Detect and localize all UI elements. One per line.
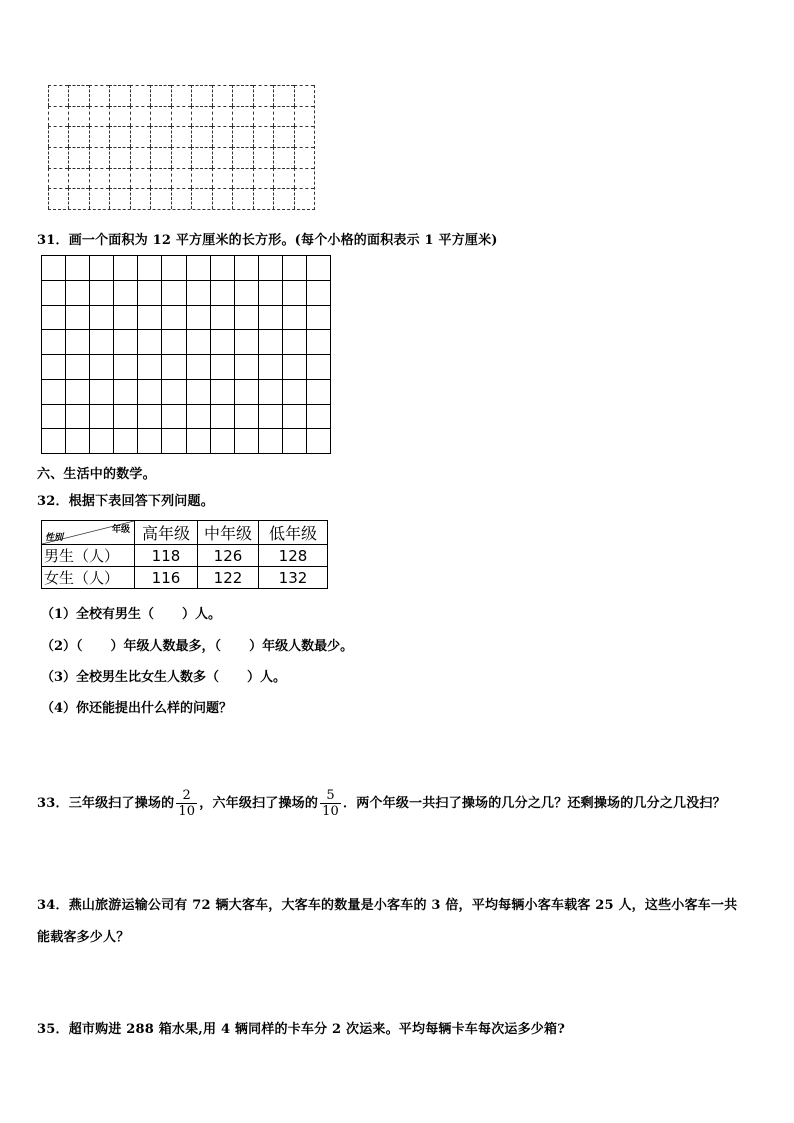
grid-cell	[68, 188, 88, 209]
grid-cell	[161, 379, 185, 404]
grid-cell	[191, 106, 211, 127]
grid-cell	[306, 255, 330, 280]
grid-cell	[41, 354, 65, 379]
table-cell: 116	[135, 567, 198, 589]
grid-cell	[234, 428, 258, 453]
grid-cell	[282, 379, 306, 404]
grid-cell	[113, 354, 137, 379]
grid-cell	[258, 329, 282, 354]
grid-cell	[258, 305, 282, 330]
row-label-boys: 男生（人）	[42, 545, 135, 567]
grid-cell	[186, 305, 210, 330]
grid-cell	[171, 106, 191, 127]
grid-cell	[294, 126, 314, 147]
grid-cell	[306, 354, 330, 379]
table-cell: 126	[198, 545, 259, 567]
grid-cell	[234, 255, 258, 280]
grid-cell	[258, 255, 282, 280]
grid-cell	[210, 404, 234, 429]
grid-cell	[253, 168, 273, 189]
grid-cell	[161, 329, 185, 354]
grid-cell	[48, 106, 68, 127]
grid-cell	[191, 147, 211, 168]
table-row	[42, 567, 328, 589]
question-31-number: 31．	[37, 233, 69, 248]
column-header-low: 低年级	[259, 521, 328, 545]
grid-cell	[130, 168, 150, 189]
grid-cell	[68, 168, 88, 189]
grid-cell	[186, 280, 210, 305]
table-row	[42, 545, 328, 567]
grid-cell	[68, 106, 88, 127]
grid-cell	[137, 305, 161, 330]
question-34-number: 34．	[37, 898, 69, 913]
grid-cell	[234, 280, 258, 305]
grid-cell	[89, 188, 109, 209]
grid-cell	[253, 126, 273, 147]
grid-cell	[68, 85, 88, 106]
grid-cell	[294, 106, 314, 127]
corner-label-grade: 年级	[111, 525, 130, 535]
grid-cell	[65, 305, 89, 330]
grid-cell	[137, 255, 161, 280]
grid-cell	[186, 329, 210, 354]
grid-cell	[258, 379, 282, 404]
grid-cell	[137, 329, 161, 354]
grid-cell	[306, 404, 330, 429]
grid-cell	[113, 305, 137, 330]
grid-cell	[41, 379, 65, 404]
grid-cell	[109, 188, 129, 209]
grid-cell	[109, 168, 129, 189]
part-2-text-a: （2）（	[41, 639, 83, 654]
grid-cell	[48, 168, 68, 189]
grid-cell	[137, 354, 161, 379]
grid-cell	[212, 85, 232, 106]
grid-cell	[65, 428, 89, 453]
grid-cell	[161, 428, 185, 453]
column-header-high: 高年级	[135, 521, 198, 545]
question-34-line-1	[37, 894, 737, 913]
grid-cell	[210, 329, 234, 354]
part-2-text-c: ）年级人数最少。	[249, 639, 354, 654]
question-32-text: 根据下表回答下列问题。	[68, 494, 214, 509]
table-cell: 128	[259, 545, 328, 567]
grid-cell	[89, 168, 109, 189]
grid-cell	[212, 147, 232, 168]
grid-cell	[65, 280, 89, 305]
grid-cell	[65, 354, 89, 379]
grid-cell	[258, 428, 282, 453]
grid-cell	[294, 85, 314, 106]
grid-cell	[253, 188, 273, 209]
fraction-denominator: 10	[178, 804, 196, 819]
grid-cell	[212, 188, 232, 209]
grid-cell	[109, 126, 129, 147]
grid-cell	[137, 428, 161, 453]
grid-cell	[232, 147, 252, 168]
grid-cell	[234, 404, 258, 429]
grid-cell	[186, 428, 210, 453]
grid-cell	[273, 126, 293, 147]
grid-cell	[273, 147, 293, 168]
grid-cell	[273, 106, 293, 127]
grid-cell	[210, 280, 234, 305]
grid-cell	[109, 106, 129, 127]
table-cell: 118	[135, 545, 198, 567]
grid-cell	[253, 85, 273, 106]
grid-cell	[210, 428, 234, 453]
question-33	[37, 788, 726, 819]
grid-cell	[89, 404, 113, 429]
grid-cell	[41, 280, 65, 305]
part-1-text-a: （1）全校有男生（	[41, 607, 155, 622]
grid-cell	[282, 329, 306, 354]
part-3-text-a: （3）全校男生比女生人数多（	[41, 670, 220, 685]
question-32-part-2	[41, 635, 353, 654]
corner-label-gender: 性别	[45, 533, 64, 543]
grid-cell	[306, 329, 330, 354]
part-2-text-b: ）年级人数最多，（	[110, 639, 222, 654]
grid-cell	[113, 329, 137, 354]
grid-cell	[65, 379, 89, 404]
fraction-numerator: 2	[176, 788, 197, 804]
grid-cell	[113, 280, 137, 305]
grid-cell	[89, 379, 113, 404]
grid-cell	[171, 126, 191, 147]
grid-cell	[89, 85, 109, 106]
grid-cell	[273, 188, 293, 209]
grid-cell	[48, 147, 68, 168]
grid-cell	[191, 126, 211, 147]
grid-cell	[65, 404, 89, 429]
grid-cell	[210, 255, 234, 280]
grid-cell	[294, 147, 314, 168]
question-35-text: 超市购进 288 箱水果,用 4 辆同样的卡车分 2 次运来。平均每辆卡车每次运多少箱?	[68, 1022, 566, 1037]
grid-cell	[130, 106, 150, 127]
grid-cell	[232, 106, 252, 127]
grid-cell	[68, 147, 88, 168]
section-6-heading: 六、生活中的数学。	[37, 467, 156, 482]
grid-cell	[161, 305, 185, 330]
fraction-two-tenths	[176, 788, 197, 819]
fraction-numerator: 5	[320, 788, 341, 804]
table-header-row	[42, 521, 328, 545]
grid-cell	[232, 188, 252, 209]
grid-cell	[282, 255, 306, 280]
table-cell: 132	[259, 567, 328, 589]
grid-cell	[258, 404, 282, 429]
question-33-text-1: 三年级扫了操场的	[68, 796, 175, 811]
grid-cell	[171, 147, 191, 168]
grid-cell	[210, 305, 234, 330]
grid-cell	[258, 280, 282, 305]
grid-cell	[171, 85, 191, 106]
grid-cell	[306, 305, 330, 330]
grid-cell	[186, 354, 210, 379]
grid-cell	[130, 126, 150, 147]
question-32-number: 32．	[37, 494, 69, 509]
square-centimeter-grid[interactable]	[41, 255, 331, 454]
grid-cell	[109, 147, 129, 168]
grid-cell	[150, 85, 170, 106]
question-32-part-1	[41, 603, 221, 622]
grid-cell	[41, 305, 65, 330]
grid-cell	[65, 329, 89, 354]
grid-cell	[41, 255, 65, 280]
grid-cell	[232, 126, 252, 147]
grid-cell	[232, 85, 252, 106]
grid-cell	[306, 428, 330, 453]
grid-cell	[191, 188, 211, 209]
grid-cell	[234, 354, 258, 379]
grid-cell	[113, 255, 137, 280]
column-header-middle: 中年级	[198, 521, 259, 545]
grid-cell	[68, 126, 88, 147]
grid-cell	[282, 404, 306, 429]
grid-cell	[186, 255, 210, 280]
grid-cell	[210, 354, 234, 379]
grid-cell	[171, 188, 191, 209]
grid-cell	[191, 85, 211, 106]
grid-cell	[41, 404, 65, 429]
question-33-number: 33．	[37, 796, 69, 811]
grid-cell	[89, 354, 113, 379]
grid-cell	[294, 168, 314, 189]
grid-cell	[186, 379, 210, 404]
question-33-text-3: ．两个年级一共扫了操场的几分之几？还剩操场的几分之几没扫？	[343, 796, 726, 811]
grid-cell	[212, 106, 232, 127]
question-32-part-3	[41, 666, 286, 685]
grid-cell	[113, 428, 137, 453]
question-35-number: 35．	[37, 1022, 69, 1037]
grid-cell	[65, 255, 89, 280]
grid-cell	[150, 168, 170, 189]
grid-cell	[113, 404, 137, 429]
grid-cell	[89, 280, 113, 305]
grid-cell	[130, 147, 150, 168]
grid-cell	[41, 428, 65, 453]
grid-cell	[273, 85, 293, 106]
grid-cell	[232, 168, 252, 189]
grid-cell	[282, 305, 306, 330]
grid-cell	[89, 305, 113, 330]
question-32	[37, 490, 214, 509]
grid-cell	[161, 280, 185, 305]
grid-cell	[161, 255, 185, 280]
diagonal-header	[42, 521, 134, 544]
grid-cell	[212, 126, 232, 147]
question-35	[37, 1018, 565, 1037]
grid-cell	[89, 428, 113, 453]
dotted-drawing-grid	[48, 85, 315, 210]
part-3-text-b: ）人。	[247, 670, 287, 685]
grid-cell	[171, 168, 191, 189]
fraction-five-tenths	[320, 788, 341, 819]
grid-cell	[130, 188, 150, 209]
row-label-girls: 女生（人）	[42, 567, 135, 589]
grid-cell	[48, 126, 68, 147]
grid-cell	[253, 106, 273, 127]
grid-cell	[41, 329, 65, 354]
grid-cell	[234, 379, 258, 404]
grid-cell	[210, 379, 234, 404]
grid-cell	[137, 404, 161, 429]
grid-cell	[89, 147, 109, 168]
grid-cell	[161, 404, 185, 429]
question-31	[37, 229, 498, 248]
grid-cell	[48, 85, 68, 106]
grid-cell	[282, 280, 306, 305]
part-1-text-b: ）人。	[182, 607, 222, 622]
grid-cell	[130, 85, 150, 106]
grid-cell	[161, 354, 185, 379]
question-32-part-4: （4）你还能提出什么样的问题？	[41, 701, 233, 716]
grid-cell	[282, 428, 306, 453]
grid-cell	[191, 168, 211, 189]
fraction-denominator: 10	[322, 804, 340, 819]
question-34-text-1: 燕山旅游运输公司有 72 辆大客车，大客车的数量是小客车的 3 倍，平均每辆小客车载客 25 人，这些小客车一共	[68, 898, 738, 913]
grid-cell	[186, 404, 210, 429]
grid-cell	[109, 85, 129, 106]
student-count-table	[41, 520, 328, 589]
grid-cell	[137, 379, 161, 404]
grid-cell	[253, 147, 273, 168]
grid-cell	[137, 280, 161, 305]
question-33-text-2: ，六年级扫了操场的	[199, 796, 319, 811]
grid-cell	[89, 106, 109, 127]
table-cell: 122	[198, 567, 259, 589]
grid-cell	[150, 188, 170, 209]
grid-cell	[234, 329, 258, 354]
grid-cell	[48, 188, 68, 209]
grid-cell	[89, 255, 113, 280]
grid-cell	[89, 329, 113, 354]
grid-cell	[282, 354, 306, 379]
grid-cell	[273, 168, 293, 189]
grid-cell	[150, 147, 170, 168]
grid-cell	[294, 188, 314, 209]
question-34-line-2: 能载客多少人？	[37, 930, 130, 945]
grid-cell	[306, 280, 330, 305]
table-corner-cell	[42, 521, 135, 545]
grid-cell	[212, 168, 232, 189]
grid-cell	[234, 305, 258, 330]
grid-cell	[306, 379, 330, 404]
grid-cell	[258, 354, 282, 379]
grid-cell	[113, 379, 137, 404]
question-31-text: 画一个面积为 12 平方厘米的长方形。(每个小格的面积表示 1 平方厘米)	[68, 233, 498, 248]
grid-cell	[150, 106, 170, 127]
grid-cell	[89, 126, 109, 147]
grid-cell	[150, 126, 170, 147]
